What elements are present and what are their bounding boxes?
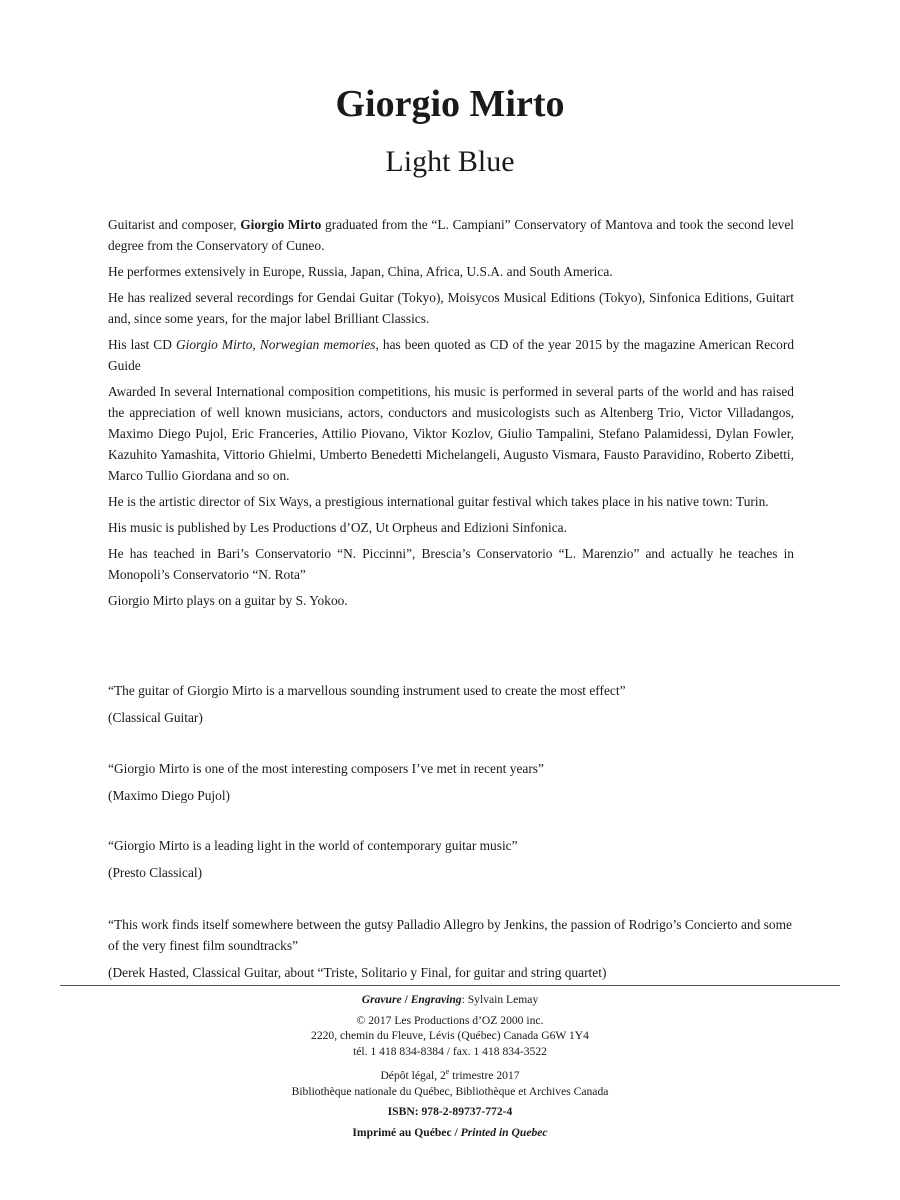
- separator: /: [401, 993, 411, 1006]
- bio-name-bold: Giorgio Mirto: [240, 217, 322, 232]
- quote-source: (Maximo Diego Pujol): [108, 788, 230, 803]
- legal-text: trimestre 2017: [449, 1069, 520, 1083]
- legal-deposit-line: [0, 1064, 900, 1083]
- quote-text: “Giorgio Mirto is one of the most interesting composers I’ve met in recent years”: [108, 761, 544, 776]
- press-quote: [108, 680, 808, 728]
- printed-fr: Imprimé au Québec: [352, 1126, 452, 1140]
- piece-title: Light Blue: [385, 145, 515, 178]
- separator: /: [451, 1126, 461, 1140]
- bio-paragraph: His music is published by Les Productions d’OZ, Ut Orpheus and Edizioni Sinfonica.: [108, 520, 567, 535]
- divider: [60, 985, 840, 986]
- colophon: [0, 992, 900, 1141]
- bio-text: , has been quoted as CD of the year 2015 by the magazine American Record Guide: [108, 337, 795, 373]
- press-quote: [108, 914, 794, 983]
- bio-paragraph: He has teached in Bari’s Conservatorio “N. Piccinni”, Brescia’s Conservatorio “L. Marenzio” and actually he teaches in Monopoli’s Conservatorio “N. Rota”: [108, 546, 794, 582]
- copyright-line: © 2017 Les Productions d’OZ 2000 inc.: [356, 1013, 544, 1027]
- engraving-line: [0, 992, 900, 1008]
- press-quote: [108, 835, 808, 883]
- composer-name: Giorgio Mirto: [335, 83, 565, 125]
- engraving-label-en: Engraving: [410, 993, 462, 1006]
- quote-source: (Presto Classical): [108, 865, 203, 880]
- biography: [108, 214, 794, 616]
- bio-paragraph: He performes extensively in Europe, Russia, Japan, China, Africa, U.S.A. and South America.: [108, 264, 613, 279]
- bio-paragraph: Awarded In several International composition competitions, his music is performed in several parts of the world and has raised the appreciation of well known musicians, actors, conductors and musicologists such as Altenberg Trio, Victor Villadangos, Maximo Diego Pujol, Eric Franceries, Attilio Piovano, Viktor Kozlov, Giulio Tampalini, Stefano Palamidessi, Dylan Fowler, Kazuhito Yamashita, Vittorio Ghielmi, Umberto Benedetti Michelangeli, Augusto Vismara, Fausto Paravidino, Roberto Zibetti, Marco Tullio Giordana and so on.: [108, 384, 794, 483]
- bio-text: Guitarist and composer,: [108, 217, 241, 232]
- bio-paragraph: He has realized several recordings for Gendai Guitar (Tokyo), Moisycos Musical Editions (Tokyo), Sinfonica Editions, Guitart and, since some years, for the major label Brilliant Classics.: [108, 290, 794, 326]
- quote-text: “Giorgio Mirto is a leading light in the world of contemporary guitar music”: [108, 838, 518, 853]
- bio-text: His last CD: [108, 337, 176, 352]
- legal-sup: e: [445, 1067, 450, 1077]
- engraving-label-fr: Gravure: [361, 993, 402, 1006]
- isbn-line: ISBN: 978-2-89737-772-4: [387, 1105, 513, 1119]
- bio-paragraph: He is the artistic director of Six Ways, a prestigious international guitar festival which takes place in his native town: Turin.: [108, 494, 769, 509]
- engraver-name: : Sylvain Lemay: [461, 993, 539, 1006]
- phone-line: tél. 1 418 834-8384 / fax. 1 418 834-3522: [353, 1044, 547, 1058]
- quote-source: (Derek Hasted, Classical Guitar, about “Triste, Solitario y Final, for guitar and string quartet): [108, 965, 607, 980]
- libraries-line: Bibliothèque nationale du Québec, Bibliothèque et Archives Canada: [291, 1084, 609, 1098]
- bio-paragraph: [108, 214, 794, 256]
- bio-paragraph: Giorgio Mirto plays on a guitar by S. Yokoo.: [108, 593, 348, 608]
- bio-paragraph: [108, 334, 794, 376]
- legal-text: Dépôt légal, 2: [380, 1069, 446, 1083]
- address-line: 2220, chemin du Fleuve, Lévis (Québec) Canada G6W 1Y4: [311, 1029, 589, 1043]
- printed-line: [0, 1125, 900, 1141]
- quote-source: (Classical Guitar): [108, 710, 203, 725]
- cd-title: Giorgio Mirto, Norwegian memories: [175, 337, 376, 352]
- printed-en: Printed in Quebec: [460, 1126, 548, 1140]
- quote-text: “The guitar of Giorgio Mirto is a marvellous sounding instrument used to create the most effect”: [108, 683, 626, 698]
- press-quote: [108, 758, 808, 806]
- quote-text: “This work finds itself somewhere between the gutsy Palladio Allegro by Jenkins, the passion of Rodrigo’s Concierto and some of the very finest film soundtracks”: [108, 917, 792, 953]
- bio-text: graduated from the “L. Campiani” Conservatory of Mantova and took the second level degree from the Conservatory of Cuneo.: [108, 217, 794, 253]
